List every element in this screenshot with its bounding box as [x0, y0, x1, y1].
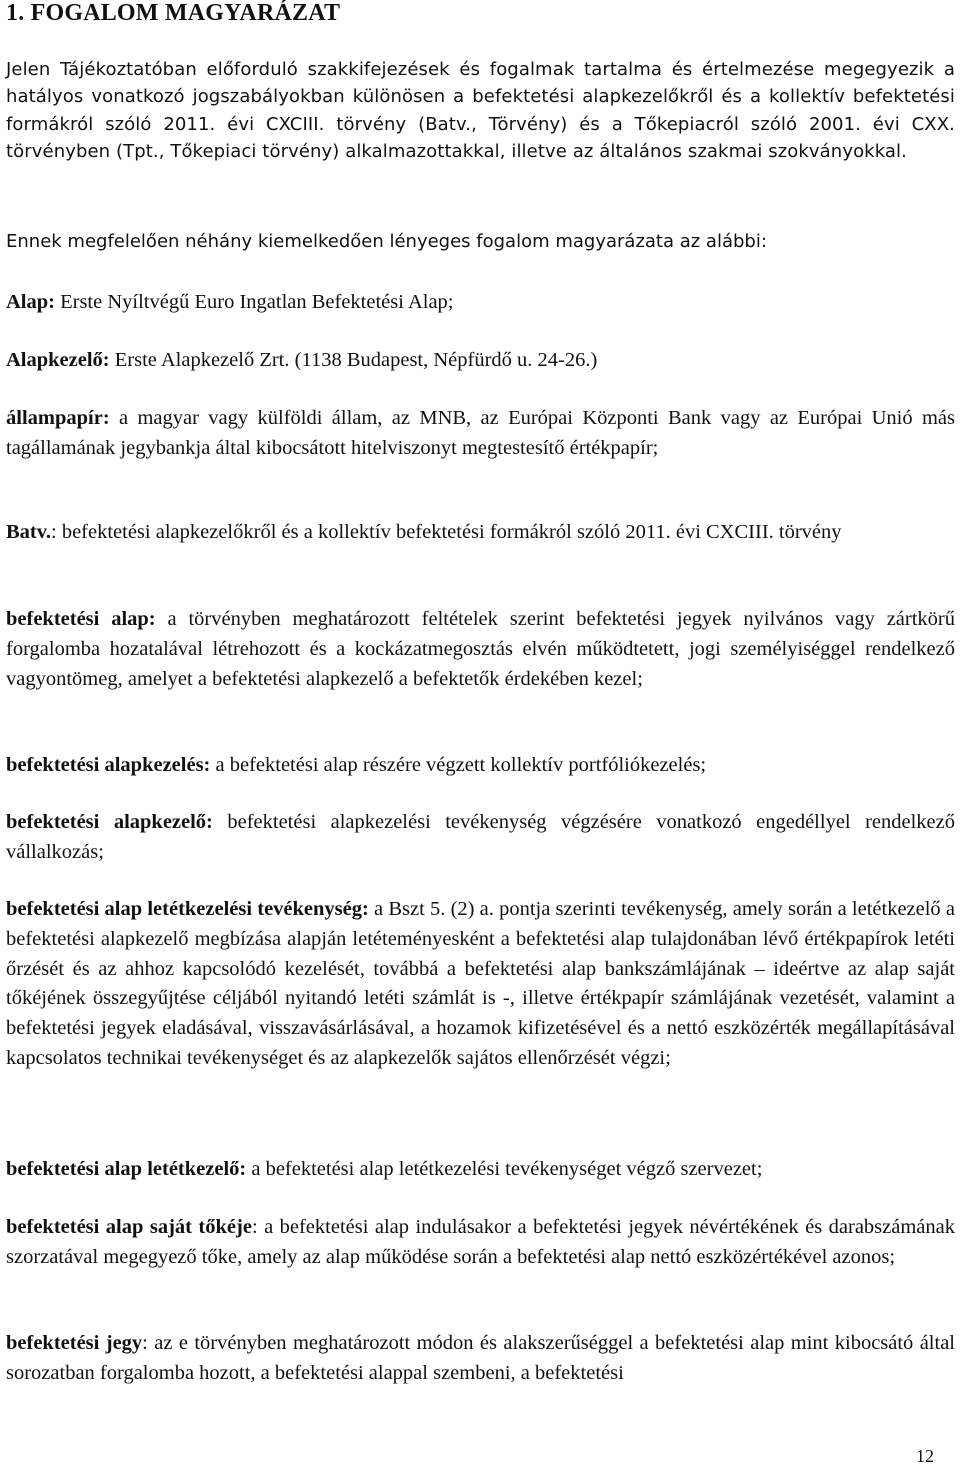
definition-term: befektetési alap letétkezelő:	[6, 1158, 247, 1180]
definition-term: befektetési alap letétkezelési tevékenység:	[6, 898, 369, 920]
definition-term: Batv.	[6, 521, 51, 543]
definition-term: befektetési alap saját tőkéje	[6, 1216, 252, 1238]
definition-text: Erste Nyíltvégű Euro Ingatlan Befektetési Alap;	[54, 291, 454, 313]
definition-term: Alap:	[6, 291, 55, 313]
definition-text: : a befektetési alap indulásakor a befektetési jegyek névértékének és darabszámának szorzatával megegyező tőke, amely az alap működése során a befektetési alap nettó eszközértékével azonos;	[6, 1216, 955, 1268]
definition-text: a magyar vagy külföldi állam, az MNB, az Európai Központi Bank vagy az Európai Unió más tagállamának jegybankja által kibocsátott hitelviszonyt megtestesítő értékpapír;	[6, 407, 955, 459]
intro-paragraph: Jelen Tájékoztatóban előforduló szakkifejezések és fogalmak tartalma és értelmezése megegyezik a hatályos vonatkozó jogszabályokban különösen a befektetési alapkezelőkről és a kollektív befektetési formákról szóló 2011. évi CXCIII. törvény (Batv., Törvény) és a Tőkepiacról szóló 2001. évi CXX. törvényben (Tpt., Tőkepiaci törvény) alkalmazottakkal, illetve az általános szakmai szokványokkal.	[6, 59, 955, 163]
section-heading: 1. FOGALOM MAGYARÁZAT	[6, 0, 341, 26]
definition-batv	[6, 518, 955, 548]
definition-term: befektetési alapkezelő:	[6, 811, 213, 833]
definition-alapkezeles	[6, 751, 955, 781]
definition-text: a törvényben meghatározott feltételek szerint befektetési jegyek nyilvános vagy zártkörű forgalomba hozatalával létrehozott és a kockázatmegosztás elvén működtetett, jogi személyiséggel rendelkező vagyontömeg, amelyet a befektetési alapkezelő a befektetők érdekében kezel;	[6, 608, 955, 690]
definition-letetkezelesi-tevekenyseg	[6, 895, 955, 1074]
definition-sajat-toke	[6, 1213, 955, 1273]
definition-term: befektetési alap:	[6, 608, 156, 630]
definition-text: a befektetési alap letétkezelési tevékenységet végző szervezet;	[246, 1158, 763, 1180]
page-number: 12	[916, 1446, 934, 1466]
definition-text: a befektetési alap részére végzett kollektív portfóliókezelés;	[210, 754, 707, 776]
definition-alapkezelo-2	[6, 808, 955, 868]
definition-text: : az e törvényben meghatározott módon és alakszerűséggel a befektetési alap mint kibocsátó által sorozatban forgalomba hozott, a befektetési alappal szembeni, a befektetési	[6, 1332, 955, 1384]
definition-befektetesi-jegy	[6, 1329, 955, 1389]
definition-text: befektetési alapkezelési tevékenység végzésére vonatkozó engedéllyel rendelkező vállalkozás;	[6, 811, 955, 863]
lead-paragraph: Ennek megfelelően néhány kiemelkedően lényeges fogalom magyarázata az alábbi:	[6, 231, 767, 252]
definition-alap	[6, 288, 955, 318]
definition-allampapir	[6, 404, 955, 464]
definition-text: Erste Alapkezelő Zrt. (1138 Budapest, Népfürdő u. 24-26.)	[109, 349, 598, 371]
definition-term: befektetési alapkezelés:	[6, 754, 211, 776]
definition-text: : befektetési alapkezelőkről és a kollektív befektetési formákról szóló 2011. évi CXCIII. törvény	[51, 521, 842, 543]
definition-term: állampapír:	[6, 407, 110, 429]
definition-befektetesi-alap	[6, 605, 955, 694]
definition-term: Alapkezelő:	[6, 349, 110, 371]
definition-alapkezelo	[6, 346, 955, 376]
definition-term: befektetési jegy	[6, 1332, 143, 1354]
definition-text: a Bszt 5. (2) a. pontja szerinti tevékenység, amely során a letétkezelő a befektetési alapkezelő megbízása alapján letéteményesként a befektetési alap tulajdonában lévő értékpapírok letéti őrzését és az ahhoz kapcsolódó kezelését, továbbá a befektetési alap bankszámlájának – ideértve az alap saját tőkéjének összegyűjtése céljából nyitandó letéti számlát is -, illetve értékpapír számlájának vezetését, valamint a befektetési jegyek eladásával, visszavásárlásával, a hozamok kifizetésével és a nettó eszközérték megállapításával kapcsolatos technikai tevékenységet és az alapkezelők sajátos ellenőrzését végzi;	[6, 898, 955, 1069]
definition-letetkezelo	[6, 1155, 955, 1185]
